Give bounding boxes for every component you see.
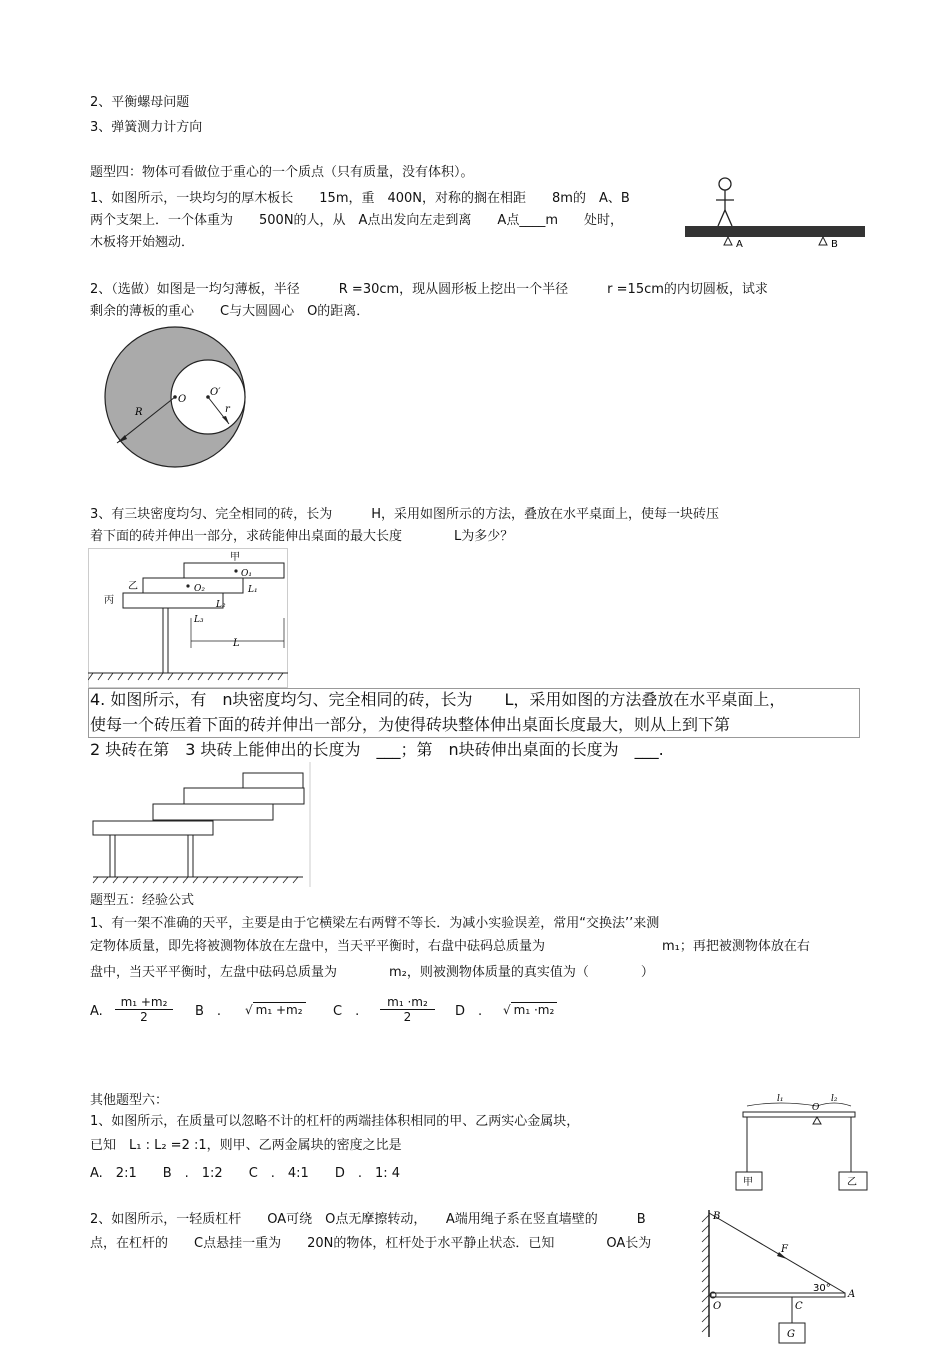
label-angle: 30° bbox=[813, 1283, 831, 1294]
section-heading: 题型四：物体可看做位于重心的一个质点（只有质量，没有体积）。 bbox=[90, 165, 474, 180]
option-d-radicand: m₁ ·m₂ bbox=[511, 1002, 558, 1017]
text-line: 已知 L₁ : L₂ =2 :1，则甲、乙两金属块的密度之比是 bbox=[90, 1138, 402, 1153]
plank-figure bbox=[680, 170, 880, 255]
option-c-numerator: m₁ ·m₂ bbox=[380, 995, 435, 1010]
label-r-small: r bbox=[225, 404, 230, 415]
text-line: 使每一个砖压着下面的砖并伸出一部分，为使得砖块整体伸出桌面长度最大，则从上到下第 bbox=[90, 715, 731, 734]
label-l1: l₁ bbox=[777, 1094, 784, 1104]
label-a: A bbox=[736, 239, 743, 250]
label-b: B bbox=[831, 239, 838, 250]
option-a-numerator: m₁ +m₂ bbox=[115, 995, 173, 1010]
label-c: C bbox=[795, 1301, 803, 1312]
option-b-label: B . bbox=[195, 1004, 222, 1019]
section-heading: 其他题型六： bbox=[90, 1093, 169, 1108]
label-yi: 乙 bbox=[128, 581, 138, 592]
label-l2: L₂ bbox=[216, 600, 226, 610]
label-yi: 乙 bbox=[847, 1177, 857, 1188]
option-b-radicand: m₁ +m₂ bbox=[253, 1002, 306, 1017]
text-line: 点，在杠杆的 C点悬挂一重为 20N的物体，杠杆处于水平静止状态．已知 OA长为 bbox=[90, 1236, 652, 1251]
text-line: 盘中，当天平平衡时，左盘中砝码总质量为 m₂，则被测物体质量的真实值为（ ） bbox=[90, 965, 654, 980]
option-b-sqrt: √ m₁ +m₂ bbox=[245, 1003, 306, 1017]
option-d-sqrt: √ m₁ ·m₂ bbox=[503, 1003, 557, 1017]
label-b: B bbox=[713, 1211, 721, 1222]
label-jia: 甲 bbox=[743, 1177, 753, 1188]
label-jia: 甲 bbox=[230, 552, 240, 563]
label-f: F bbox=[781, 1244, 788, 1255]
label-l1: L₁ bbox=[248, 585, 258, 595]
text-line: 1、如图所示，一块均匀的厚木板长 15m，重 400N，对称的搁在相距 8m的 A、B bbox=[90, 191, 630, 206]
disk-figure bbox=[95, 325, 255, 470]
three-bricks-figure bbox=[88, 548, 288, 688]
text-line: 3、弹簧测力计方向 bbox=[90, 120, 203, 135]
option-c-label: C . bbox=[333, 1004, 360, 1019]
label-o: O bbox=[178, 394, 187, 405]
option-a-denominator: 2 bbox=[140, 1010, 148, 1024]
label-l: L bbox=[233, 638, 240, 649]
text-line: 木板将开始翘动． bbox=[90, 235, 195, 250]
option-c-denominator: 2 bbox=[403, 1010, 412, 1024]
text-line: 两个支架上．一个体重为 500N的人，从 A点出发向左走到离 A点____m 处时， bbox=[90, 213, 623, 228]
wall-lever-figure bbox=[695, 1205, 865, 1345]
label-bing: 丙 bbox=[104, 595, 114, 606]
text-line: 1、如图所示，在质量可以忽略不计的杠杆的两端挂体积相同的甲、乙两实心金属块， bbox=[90, 1114, 580, 1129]
text-line: 着下面的砖并伸出一部分，求砖能伸出桌面的最大长度 L为多少？ bbox=[90, 529, 514, 544]
label-o2: O₂ bbox=[194, 584, 205, 594]
text-line: 2、如图所示，一轻质杠杆 OA可绕 O点无摩擦转动， A端用绳子系在竖直墙壁的 B bbox=[90, 1212, 646, 1227]
label-o: O bbox=[812, 1103, 820, 1113]
label-a: A bbox=[848, 1289, 856, 1300]
text-line: 2 块砖在第 3 块砖上能伸出的长度为 ___；第 n块砖伸出桌面的长度为 ___. bbox=[90, 740, 664, 759]
label-l2: l₂ bbox=[831, 1094, 838, 1104]
option-d-label: D . bbox=[455, 1004, 483, 1019]
option-a-label: A. bbox=[90, 1004, 103, 1019]
text-line: 2、（选做）如图是一均匀薄板，半径 R =30cm，现从圆形板上挖出一个半径 r =15cm的内切圆板，试求 bbox=[90, 282, 768, 297]
label-o-prime: O′ bbox=[210, 387, 221, 398]
label-o1: O₁ bbox=[241, 569, 252, 579]
label-g: G bbox=[787, 1329, 795, 1340]
text-line: 1、有一架不准确的天平，主要是由于它横梁左右两臂不等长．为减小实验误差，常用“交换法’’来测 bbox=[90, 916, 660, 931]
text-line: 3、有三块密度均匀、完全相同的砖，长为 H，采用如图所示的方法，叠放在水平桌面上，使每一块砖压 bbox=[90, 507, 720, 522]
text-line: A. 2:1 B . 1:2 C . 4:1 D . 1: 4 bbox=[90, 1166, 401, 1181]
text-line: 定物体质量，即先将被测物体放在左盘中，当天平平衡时，右盘中砝码总质量为 m₁；再把被测物体放在右 bbox=[90, 939, 810, 954]
label-o: O bbox=[713, 1301, 722, 1312]
option-c-fraction bbox=[380, 995, 435, 1024]
section-heading: 题型五：经验公式 bbox=[90, 893, 195, 908]
option-a-fraction bbox=[115, 995, 173, 1024]
label-r-big: R bbox=[135, 407, 143, 418]
text-line: 4. 如图所示，有 n块密度均匀、完全相同的砖，长为 L，采用如图的方法叠放在水平桌面上， bbox=[90, 690, 786, 709]
label-l3: L₃ bbox=[194, 615, 204, 625]
lever-figure bbox=[735, 1090, 875, 1195]
n-bricks-figure bbox=[88, 762, 313, 887]
text-line: 2、平衡螺母问题 bbox=[90, 95, 190, 110]
text-line: 剩余的薄板的重心 C与大圆圆心 O的距离． bbox=[90, 304, 370, 319]
